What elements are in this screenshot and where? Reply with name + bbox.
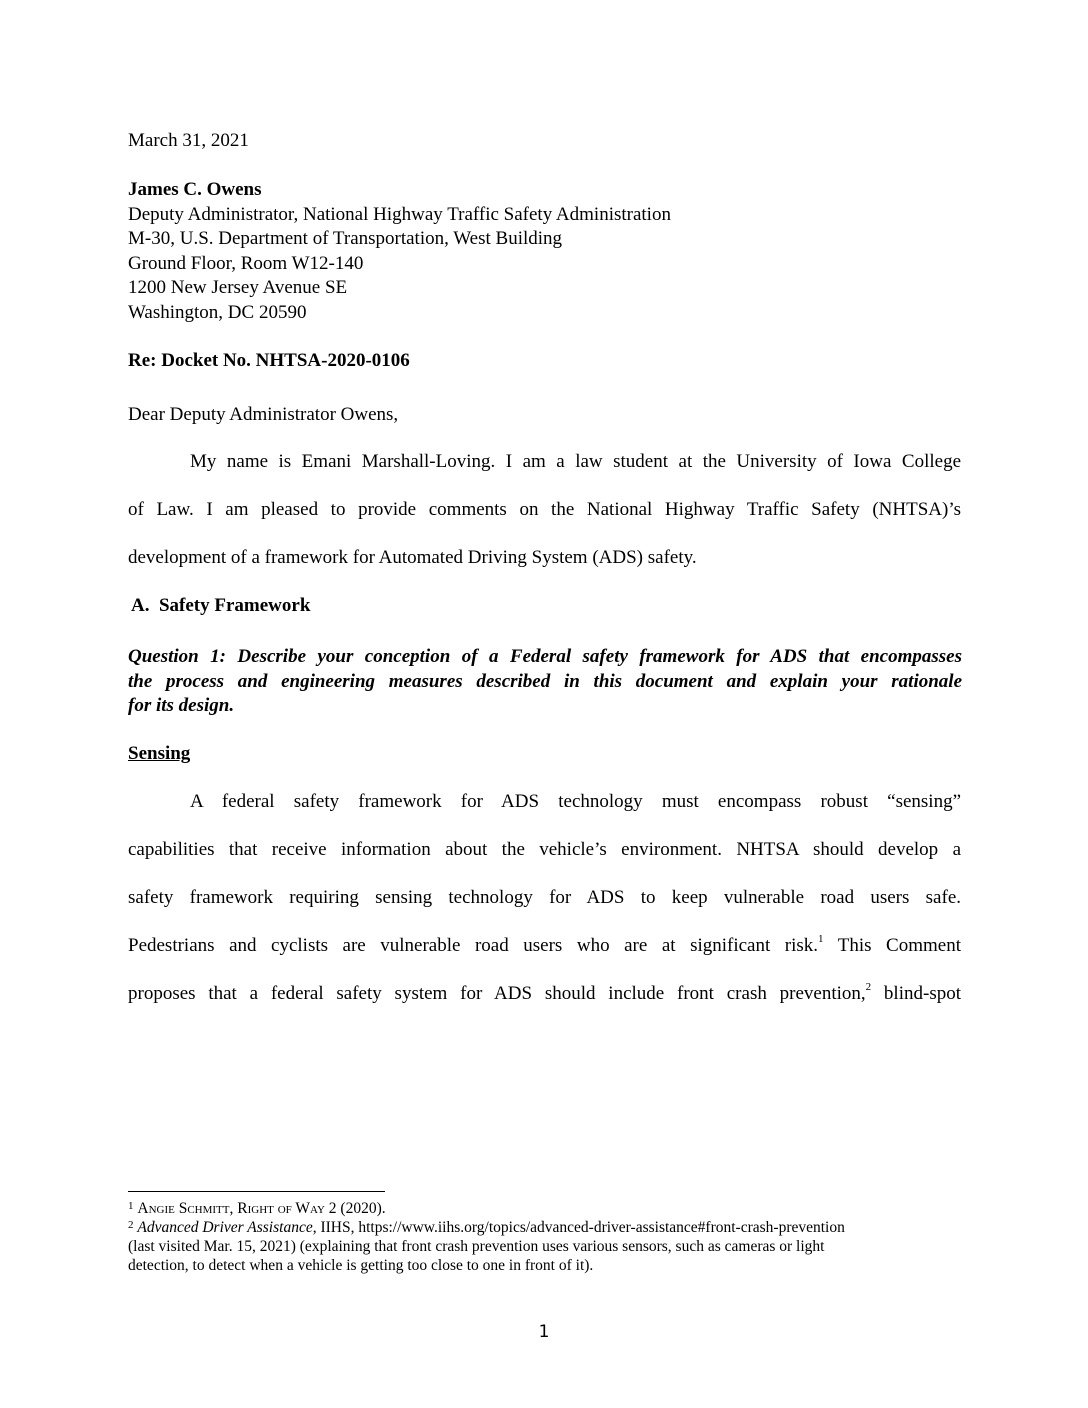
question-1-line-3: for its design. [128, 695, 235, 716]
re-line: Re: Docket No. NHTSA-2020-0106 [128, 350, 410, 371]
footnotes [128, 1199, 958, 1275]
footnote-ref-1[interactable]: 1 [818, 933, 824, 945]
footnote-1-title: Right of Way [237, 1200, 325, 1217]
footnote-1-rest: 2 (2020). [324, 1200, 386, 1217]
sensing-heading: Sensing [128, 743, 191, 764]
question-1-line-1: Question 1: Describe your conception of a Federal safety framework for ADS that encompasses [128, 646, 962, 667]
question-1 [128, 645, 962, 719]
sensing-line-5 [128, 983, 961, 1005]
sensing-line-5a: proposes that a federal safety system for ADS should include front crash prevention, [128, 983, 866, 1004]
addressee-block [128, 178, 671, 325]
addressee-title: Deputy Administrator, National Highway Traffic Safety Administration [128, 203, 671, 225]
footnote-2-line-1 [128, 1218, 958, 1237]
footnote-1: $^1$ Angie Schmitt, Right of Way 2 (2020). [128, 1200, 386, 1217]
footnote-1-author: Angie Schmitt [137, 1200, 230, 1217]
sensing-line-1: A federal safety framework for ADS technology must encompass robust “sensing” [190, 791, 961, 812]
sensing-line-3: safety framework requiring sensing technology for ADS to keep vulnerable road users safe. [128, 887, 961, 908]
footnote-2-number: 2 [128, 1219, 134, 1231]
footnote-2-line-2: (last visited Mar. 15, 2021) (explaining that front crash prevention uses various sensors, such as cameras or light [128, 1238, 825, 1255]
intro-line-3: development of a framework for Automated Driving System (ADS) safety. [128, 547, 697, 568]
addressee-room: Ground Floor, Room W12-140 [128, 252, 364, 274]
letter-date: March 31, 2021 [128, 130, 249, 151]
footnote-separator [128, 1191, 385, 1192]
footnote-2-line-3: detection, to detect when a vehicle is getting too close to one in front of it). [128, 1257, 594, 1274]
sensing-line-4b: This Comment [823, 935, 961, 956]
sensing-line-2: capabilities that receive information about the vehicle’s environment. NHTSA should develop a [128, 839, 961, 860]
addressee-city: Washington, DC 20590 [128, 301, 307, 323]
sensing-line-4a: Pedestrians and cyclists are vulnerable road users who are at significant risk. [128, 935, 819, 956]
footnote-2-link[interactable]: , IIHS, https://www.iihs.org/topics/advanced-driver-assistance#front-crash-prevention [312, 1219, 845, 1236]
question-1-line-2: the process and engineering measures described in this document and explain your rationale [128, 670, 962, 692]
page-number: 1 [538, 1322, 550, 1342]
footnote-1-number: 1 [128, 1200, 134, 1212]
sensing-line-4 [128, 935, 961, 957]
intro-line-1: My name is Emani Marshall-Loving. I am a law student at the University of Iowa College [190, 451, 961, 472]
addressee-department: M-30, U.S. Department of Transportation, West Building [128, 228, 563, 249]
salutation: Dear Deputy Administrator Owens, [128, 404, 399, 425]
footnote-2-title: Advanced Driver Assistance [137, 1219, 313, 1236]
section-heading-safety-framework: A. Safety Framework [131, 595, 311, 616]
footnote-2 [128, 1218, 958, 1275]
addressee-name: James C. Owens [128, 179, 262, 200]
footnote-ref-2[interactable]: 2 [865, 981, 872, 993]
intro-line-2: of Law. I am pleased to provide comments on the National Highway Traffic Safety (NHTSA)’s [128, 499, 961, 520]
sensing-line-5b: blind-spot [871, 983, 961, 1004]
addressee-street: 1200 New Jersey Avenue SE [128, 277, 348, 298]
